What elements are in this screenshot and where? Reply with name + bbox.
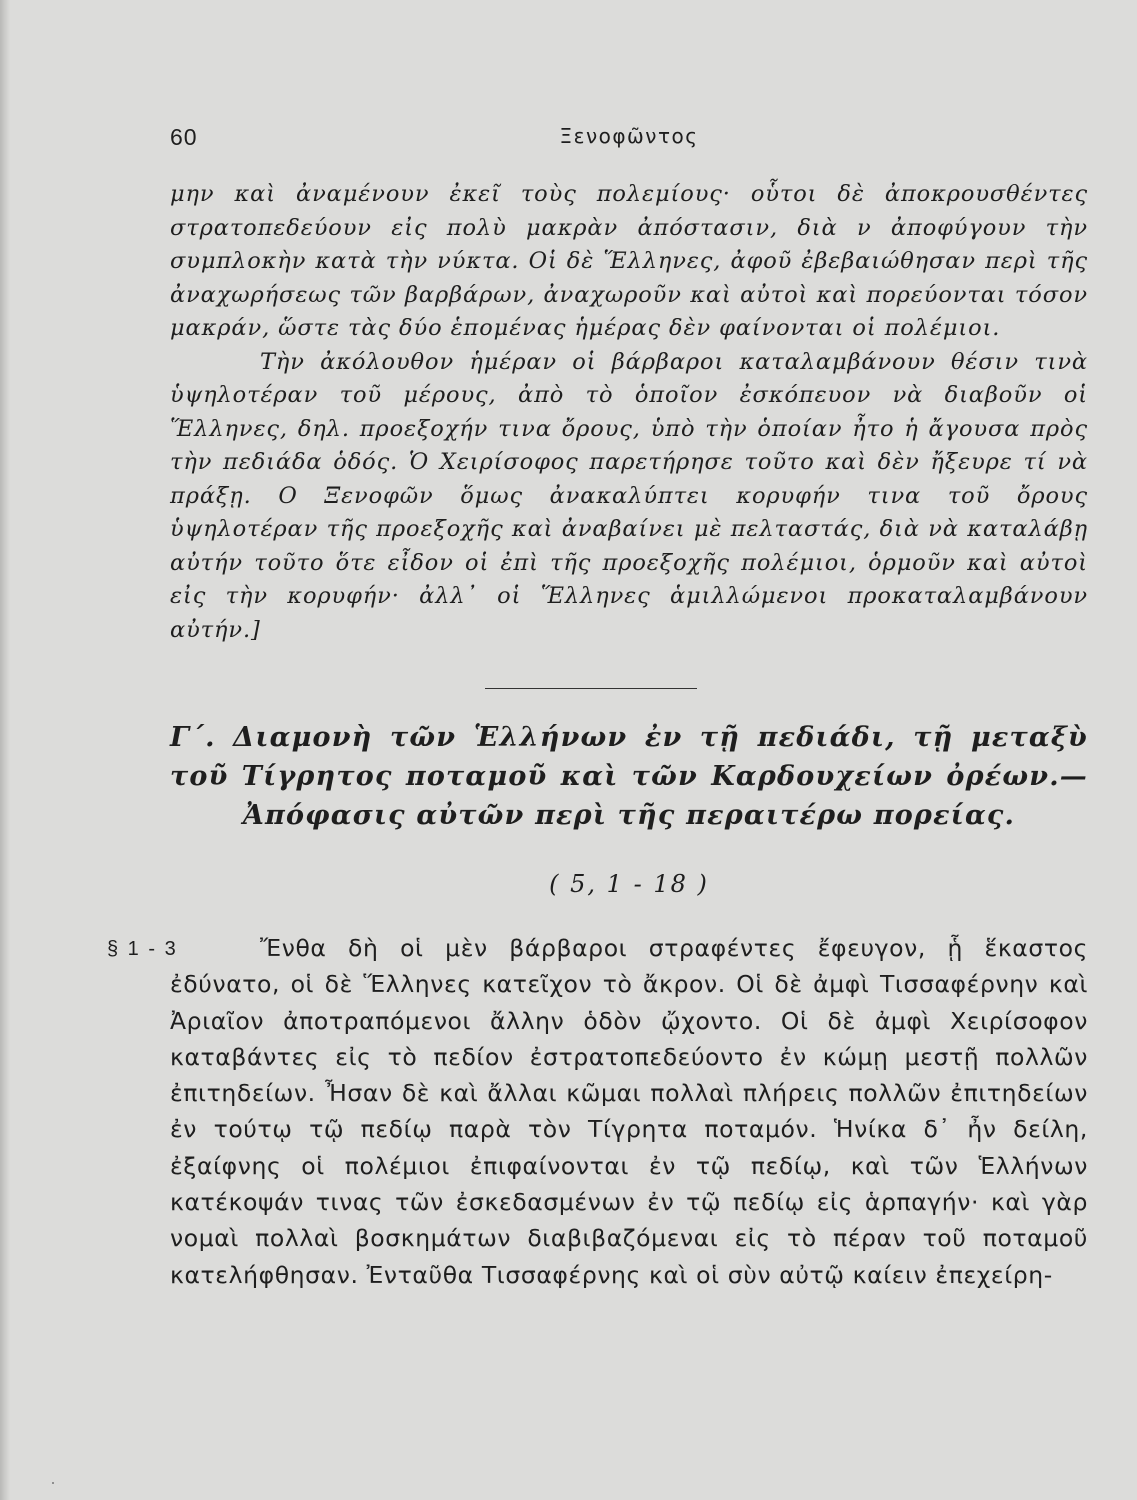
page-edge-shadow: [0, 0, 10, 1500]
margin-reference: § 1 - 3: [107, 938, 178, 960]
section-heading: Γ΄. Διαμονὴ τῶν Ἑλλήνων ἐν τῇ πεδιάδι, τῇ μεταξὺ τοῦ Τίγρητος ποταμοῦ καὶ τῶν Καρδουχείων ὀρέων.—Ἀπόφασις αὐτῶν περὶ τῆς περαιτέρω πορείας.: [170, 722, 1088, 831]
summary-paragraph: Τὴν ἀκόλουθον ἡμέραν οἱ βάρβαροι καταλαμβάνουν θέσιν τινὰ ὑψηλοτέραν τοῦ μέρους, ἀπὸ τὸ ὁποῖον ἐσκόπευον νὰ διαβοῦν οἱ Ἕλληνες, δηλ. προεξοχήν τινα ὄρους, ὑπὸ τὴν ὁποίαν ἦτο ἡ ἄγουσα πρὸς τὴν πεδιάδα ὁδός. Ὁ Χειρίσοφος παρετήρησε τοῦτο καὶ δὲν ἤξευρε τί νὰ πράξῃ. Ο Ξενοφῶν ὅμως ἀνακαλύπτει κορυφήν τινα τοῦ ὄρους ὑψηλοτέραν τῆς προεξοχῆς καὶ ἀναβαίνει μὲ πελταστάς, διὰ νὰ καταλάβῃ αὐτήν τοῦτο ὅτε εἶδον οἱ ἐπὶ τῆς προεξοχῆς πολέμιοι, ὁρμοῦν καὶ αὐτοὶ εἰς τὴν κορυφήν· ἀλλ᾽ οἱ Ἕλληνες ἁμιλλώμενοι προκαταλαμβάνουν αὐτήν.]: [170, 348, 1088, 643]
summary-block: [170, 178, 1088, 647]
greek-text-paragraph: Ἔνθα δὴ οἱ μὲν βάρβαροι στραφέντες ἔφευγον, ᾗ ἕκαστος ἐδύνατο, οἱ δὲ Ἕλληνες κατεῖχον τὸ ἄκρον. Οἱ δὲ ἀμφὶ Τισσαφέρνην καὶ Ἀριαῖον ἀποτραπόμενοι ἄλλην ὁδὸν ᾤχοντο. Οἱ δὲ ἀμφὶ Χειρίσοφον καταβάντες εἰς τὸ πεδίον ἐστρατοπεδεύοντο ἐν κώμῃ μεστῇ πολλῶν ἐπιτηδείων. Ἦσαν δὲ καὶ ἄλλαι κῶμαι πολλαὶ πλήρεις πολλῶν ἐπιτηδείων ἐν τούτῳ τῷ πεδίῳ παρὰ τὸν Τίγρητα ποταμόν. Ἡνίκα δ᾽ ἦν δείλη, ἐξαίφνης οἱ πολέμιοι ἐπιφαίνονται ἐν τῷ πεδίῳ, καὶ τῶν Ἑλλήνων κατέκοψάν τινας τῶν ἐσκεδασμένων ἐν τῷ πεδίῳ εἰς ἁρπαγήν· καὶ γὰρ νομαὶ πολλαὶ βοσκημάτων διαβιβαζόμεναι εἰς τὸ πέραν τοῦ ποταμοῦ κατελήφθησαν. Ἐνταῦθα Τισσαφέρνης καὶ οἱ σὺν αὐτῷ καίειν ἐπεχείρη-: [170, 934, 1088, 1289]
separator-rule: [485, 688, 697, 689]
page-header: [170, 124, 1088, 158]
section-reference: ( 5, 1 - 18 ): [549, 870, 709, 898]
summary-paragraph: μην καὶ ἀναμένουν ἐκεῖ τοὺς πολεμίους· οὗτοι δὲ ἀποκρουσθέντες στρατοπεδεύουν εἰς πολὺ μακρὰν ἀπόστασιν, διὰ ν ἀποφύγουν τὴν συμπλοκὴν κατὰ τὴν νύκτα. Οἱ δὲ Ἕλληνες, ἀφοῦ ἐβεβαιώθησαν περὶ τῆς ἀναχωρήσεως τῶν βαρβάρων, ἀναχωροῦν καὶ αὐτοὶ καὶ πορεύονται τόσον μακράν, ὥστε τὰς δύο ἑπομένας ἡμέρας δὲν φαίνονται οἱ πολέμιοι.: [170, 181, 1088, 341]
page-number: 60: [170, 124, 198, 150]
print-speck: [52, 1482, 54, 1484]
running-title: Ξενοφῶντος: [559, 124, 699, 148]
